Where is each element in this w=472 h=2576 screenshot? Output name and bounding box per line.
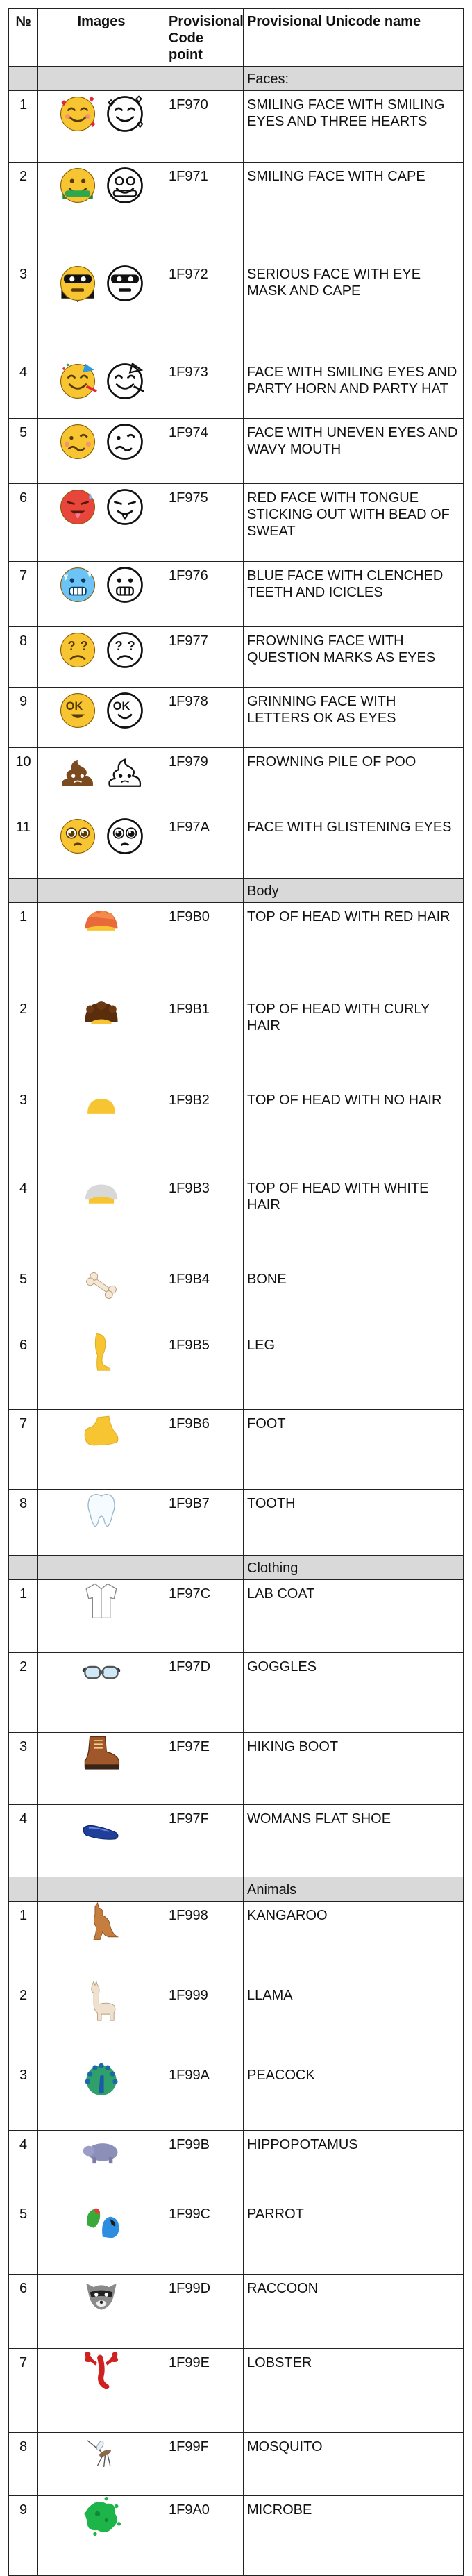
table-row [9,1580,464,1653]
row-unicode-name: LLAMA [244,1981,464,2061]
row-number: 4 [9,358,38,419]
parrot-icon [81,2200,121,2241]
section-spacer [38,1877,165,1902]
row-unicode-name: TOOTH [244,1490,464,1556]
row-number: 4 [9,2131,38,2200]
table-row [9,163,464,260]
section-spacer [165,1556,244,1580]
row-unicode-name: LAB COAT [244,1580,464,1653]
table-row [9,484,464,562]
tooth-icon [81,1490,121,1530]
row-images [38,748,165,813]
table-row [9,1490,464,1556]
row-code-point: 1F9B0 [165,903,244,995]
row-images [38,1086,165,1174]
white-hair-icon [81,1174,121,1215]
row-unicode-name: RACCOON [244,2275,464,2349]
row-unicode-name: LEG [244,1331,464,1410]
section-spacer [165,1877,244,1902]
row-number: 4 [9,1174,38,1265]
svg-text:?: ? [115,639,123,653]
section-row [9,67,464,91]
table-row [9,2061,464,2131]
header-number: № [9,9,38,67]
row-number: 10 [9,748,38,813]
table-row [9,1410,464,1490]
bald-head-icon [81,1086,121,1127]
cold-face-icon [58,565,98,605]
section-spacer [38,67,165,91]
row-code-point: 1F97A [165,813,244,879]
row-number: 6 [9,1331,38,1410]
row-code-point: 1F9A0 [165,2496,244,2576]
table-row [9,2275,464,2349]
pleading-face-icon [58,816,98,856]
question-face-icon [58,630,98,670]
row-unicode-name: WOMANS FLAT SHOE [244,1805,464,1877]
row-images [38,1653,165,1733]
svg-text:?: ? [67,639,76,653]
row-unicode-name: RED FACE WITH TONGUE STICKING OUT WITH BEAD OF SWEAT [244,484,464,562]
row-number: 7 [9,1410,38,1490]
row-images [38,813,165,879]
row-code-point: 1F99F [165,2433,244,2496]
row-number: 5 [9,2200,38,2275]
row-unicode-name: GOGGLES [244,1653,464,1733]
mask-face-outline-icon [105,263,145,304]
table-row [9,2433,464,2496]
section-title: Body [244,879,464,903]
row-unicode-name: HIKING BOOT [244,1733,464,1805]
row-images [38,1981,165,2061]
table-row [9,1086,464,1174]
row-unicode-name: MICROBE [244,2496,464,2576]
row-images [38,562,165,627]
row-images [38,2496,165,2576]
row-images [38,358,165,419]
row-unicode-name: BONE [244,1265,464,1331]
row-images [38,2433,165,2496]
row-number: 9 [9,688,38,748]
table-row [9,1331,464,1410]
row-code-point: 1F971 [165,163,244,260]
table-row [9,2349,464,2433]
table-row [9,1981,464,2061]
table-row [9,562,464,627]
svg-text:OK: OK [112,700,130,713]
row-number: 5 [9,1265,38,1331]
row-code-point: 1F99C [165,2200,244,2275]
woozy-face-outline-icon [105,422,145,462]
row-unicode-name: HIPPOPOTAMUS [244,2131,464,2200]
row-code-point: 1F9B5 [165,1331,244,1410]
row-code-point: 1F975 [165,484,244,562]
table-row [9,627,464,688]
mosquito-icon [81,2433,121,2473]
row-images [38,903,165,995]
peacock-icon [81,2061,121,2102]
row-images [38,2349,165,2433]
row-number: 1 [9,903,38,995]
row-unicode-name: GRINNING FACE WITH LETTERS OK AS EYES [244,688,464,748]
row-number: 2 [9,995,38,1086]
row-number: 3 [9,2061,38,2131]
ok-face-outline-icon [105,690,145,731]
section-title: Animals [244,1877,464,1902]
row-unicode-name: FACE WITH UNEVEN EYES AND WAVY MOUTH [244,419,464,484]
row-number: 7 [9,562,38,627]
poo-outline-icon [105,751,145,791]
section-spacer [9,1877,38,1902]
row-unicode-name: TOP OF HEAD WITH WHITE HAIR [244,1174,464,1265]
row-unicode-name: PARROT [244,2200,464,2275]
row-number: 1 [9,1902,38,1981]
row-images [38,163,165,260]
row-code-point: 1F972 [165,260,244,358]
row-code-point: 1F97D [165,1653,244,1733]
row-number: 8 [9,1490,38,1556]
hiking-boot-icon [81,1733,121,1773]
lobster-icon [81,2349,121,2389]
row-code-point: 1F973 [165,358,244,419]
party-face-icon [58,361,98,401]
row-images [38,1331,165,1410]
row-images [38,2061,165,2131]
table-row [9,995,464,1086]
bone-icon [81,1265,121,1306]
table-row [9,1265,464,1331]
section-spacer [165,879,244,903]
table-row [9,419,464,484]
svg-text:?: ? [127,639,135,653]
table-row [9,1653,464,1733]
row-number: 1 [9,1580,38,1653]
row-code-point: 1F976 [165,562,244,627]
table-row [9,1805,464,1877]
row-code-point: 1F9B3 [165,1174,244,1265]
row-number: 8 [9,2433,38,2496]
row-code-point: 1F99D [165,2275,244,2349]
curly-hair-icon [81,995,121,1036]
goggles-icon [81,1653,121,1693]
section-row [9,1877,464,1902]
row-code-point: 1F97C [165,1580,244,1653]
row-unicode-name: LOBSTER [244,2349,464,2433]
row-number: 3 [9,1086,38,1174]
row-number: 9 [9,2496,38,2576]
row-code-point: 1F9B2 [165,1086,244,1174]
svg-text:?: ? [80,639,88,653]
row-number: 4 [9,1805,38,1877]
row-code-point: 1F978 [165,688,244,748]
row-images [38,627,165,688]
header-unicode-name: Provisional Unicode name [244,9,464,67]
header-row [9,9,464,67]
hippo-icon [81,2131,121,2171]
row-code-point: 1F9B7 [165,1490,244,1556]
section-spacer [9,879,38,903]
row-unicode-name: KANGAROO [244,1902,464,1981]
row-number: 5 [9,419,38,484]
woozy-face-icon [58,422,98,462]
section-row [9,879,464,903]
cape-face-outline-icon [105,165,145,206]
emoji-proposal-table-wrapper [8,8,463,2576]
party-face-outline-icon [105,361,145,401]
hot-face-icon [58,487,98,527]
row-number: 6 [9,484,38,562]
ok-face-icon [58,690,98,731]
row-number: 6 [9,2275,38,2349]
table-row [9,2200,464,2275]
row-number: 3 [9,1733,38,1805]
row-images [38,2131,165,2200]
row-images [38,1410,165,1490]
row-code-point: 1F97F [165,1805,244,1877]
row-images [38,688,165,748]
table-row [9,260,464,358]
row-number: 8 [9,627,38,688]
cape-face-icon [58,165,98,206]
row-images [38,91,165,163]
lab-coat-icon [81,1580,121,1620]
row-images [38,419,165,484]
table-row [9,1733,464,1805]
table-row [9,688,464,748]
table-row [9,1174,464,1265]
table-row [9,748,464,813]
row-code-point: 1F97E [165,1733,244,1805]
section-spacer [38,1556,165,1580]
row-unicode-name: TOP OF HEAD WITH RED HAIR [244,903,464,995]
table-body [9,67,464,2576]
row-images [38,1805,165,1877]
row-code-point: 1F970 [165,91,244,163]
kangaroo-icon [81,1902,121,1942]
section-row [9,1556,464,1580]
row-code-point: 1F99A [165,2061,244,2131]
emoji-proposal-table [8,8,464,2576]
row-images [38,260,165,358]
row-unicode-name: SMILING FACE WITH SMILING EYES AND THREE HEARTS [244,91,464,163]
row-images [38,484,165,562]
section-title: Clothing [244,1556,464,1580]
row-unicode-name: TOP OF HEAD WITH CURLY HAIR [244,995,464,1086]
raccoon-icon [81,2275,121,2315]
section-spacer [9,1556,38,1580]
row-code-point: 1F9B4 [165,1265,244,1331]
row-code-point: 1F977 [165,627,244,688]
cold-face-outline-icon [105,565,145,605]
row-number: 1 [9,91,38,163]
svg-text:OK: OK [65,700,83,713]
table-row [9,813,464,879]
row-code-point: 1F9B1 [165,995,244,1086]
row-unicode-name: BLUE FACE WITH CLENCHED TEETH AND ICICLES [244,562,464,627]
row-code-point: 1F99E [165,2349,244,2433]
pleading-face-outline-icon [105,816,145,856]
row-unicode-name: FROWNING FACE WITH QUESTION MARKS AS EYES [244,627,464,688]
microbe-icon [81,2496,121,2536]
section-spacer [38,879,165,903]
row-code-point: 1F974 [165,419,244,484]
table-row [9,2496,464,2576]
row-images [38,2275,165,2349]
row-number: 2 [9,1653,38,1733]
hearts-face-outline-icon [105,94,145,134]
flat-shoe-icon [81,1805,121,1845]
row-code-point: 1F999 [165,1981,244,2061]
poo-icon [58,751,98,791]
row-code-point: 1F99B [165,2131,244,2200]
row-images [38,1490,165,1556]
table-row [9,358,464,419]
row-images [38,1733,165,1805]
question-face-outline-icon [105,630,145,670]
row-code-point: 1F9B6 [165,1410,244,1490]
row-images [38,1174,165,1265]
row-number: 2 [9,163,38,260]
row-unicode-name: FACE WITH GLISTENING EYES [244,813,464,879]
row-unicode-name: FROWNING PILE OF POO [244,748,464,813]
section-spacer [165,67,244,91]
leg-icon [81,1331,121,1372]
section-spacer [9,67,38,91]
row-number: 11 [9,813,38,879]
table-row [9,91,464,163]
row-code-point: 1F979 [165,748,244,813]
row-unicode-name: SERIOUS FACE WITH EYE MASK AND CAPE [244,260,464,358]
hearts-face-icon [58,94,98,134]
header-images: Images [38,9,165,67]
row-images [38,1580,165,1653]
row-unicode-name: FACE WITH SMILING EYES AND PARTY HORN AND PARTY HAT [244,358,464,419]
row-images [38,1902,165,1981]
row-unicode-name: MOSQUITO [244,2433,464,2496]
row-images [38,1265,165,1331]
section-title: Faces: [244,67,464,91]
row-unicode-name: PEACOCK [244,2061,464,2131]
red-hair-icon [81,903,121,943]
row-number: 2 [9,1981,38,2061]
mask-face-icon [58,263,98,304]
foot-icon [81,1410,121,1450]
header-code-point: Provisional Code point [165,9,244,67]
row-number: 7 [9,2349,38,2433]
table-row [9,1902,464,1981]
row-unicode-name: SMILING FACE WITH CAPE [244,163,464,260]
row-images [38,2200,165,2275]
table-row [9,903,464,995]
row-images [38,995,165,1086]
row-unicode-name: TOP OF HEAD WITH NO HAIR [244,1086,464,1174]
row-code-point: 1F998 [165,1902,244,1981]
table-row [9,2131,464,2200]
row-unicode-name: FOOT [244,1410,464,1490]
row-number: 3 [9,260,38,358]
hot-face-outline-icon [105,487,145,527]
llama-icon [81,1981,121,2022]
